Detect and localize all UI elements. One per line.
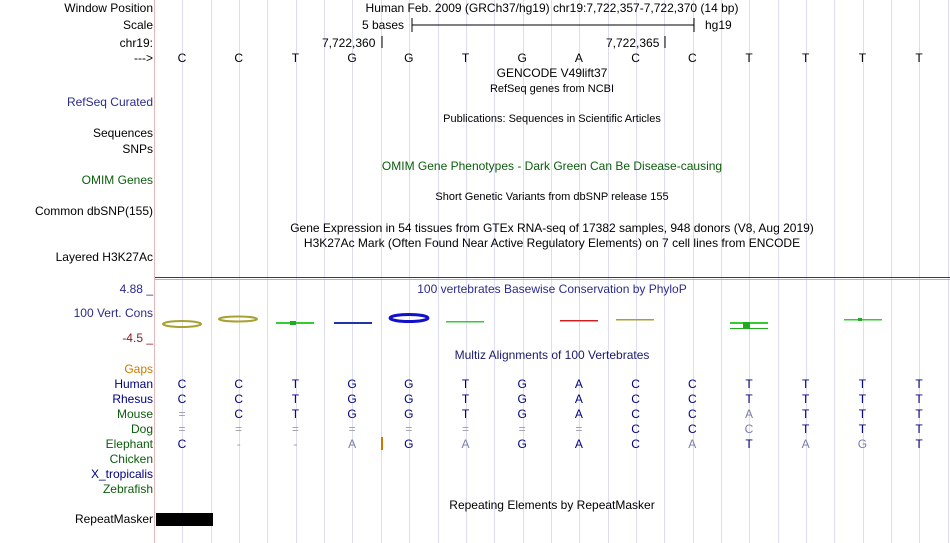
aligned-base: G xyxy=(404,392,414,406)
aligned-base: A xyxy=(574,377,583,391)
aligned-base: C xyxy=(234,377,244,391)
aligned-base: G xyxy=(517,392,527,406)
coord-left: 7,722,360 xyxy=(322,36,376,50)
aligned-base: A xyxy=(688,437,697,451)
reference-base: C xyxy=(631,51,640,65)
scale-label: Scale xyxy=(122,18,153,32)
aligned-base: T xyxy=(915,392,923,406)
species-label-gaps[interactable]: Gaps xyxy=(124,362,153,376)
snps-label[interactable]: SNPs xyxy=(122,142,153,156)
multiz-track-title[interactable]: Multiz Alignments of 100 Vertebrates xyxy=(454,348,650,362)
aligned-base: T xyxy=(802,392,810,406)
aligned-base: T xyxy=(915,377,923,391)
aligned-base: A xyxy=(348,437,357,451)
aligned-base: C xyxy=(234,407,244,421)
aligned-base: C xyxy=(631,437,640,451)
aligned-base: A xyxy=(574,437,583,451)
aligned-base: C xyxy=(631,392,640,406)
aligned-base: G xyxy=(347,377,357,391)
refseq-subtitle: RefSeq genes from NCBI xyxy=(489,83,615,95)
reference-base: T xyxy=(745,51,753,65)
species-label-mouse[interactable]: Mouse xyxy=(116,407,153,421)
aligned-base: C xyxy=(234,392,244,406)
aligned-base: G xyxy=(347,392,357,406)
aligned-base: T xyxy=(802,377,810,391)
aligned-base: T xyxy=(291,407,300,421)
aligned-base: T xyxy=(291,377,300,391)
aligned-base: T xyxy=(291,392,300,406)
conservation-track-title[interactable]: 100 vertebrates Basewise Conservation by PhyloP xyxy=(417,282,687,296)
reference-base: C xyxy=(687,51,697,65)
species-label-dog[interactable]: Dog xyxy=(130,422,153,436)
aligned-base: T xyxy=(461,407,470,421)
repeatmasker-label[interactable]: RepeatMasker xyxy=(74,512,153,526)
aligned-base: C xyxy=(631,422,640,436)
aligned-base: C xyxy=(687,377,697,391)
aligned-base: G xyxy=(517,407,527,421)
aligned-base: T xyxy=(915,437,923,451)
aligned-base: T xyxy=(461,377,470,391)
aligned-base: - xyxy=(236,437,241,451)
aligned-base: G xyxy=(517,377,527,391)
aligned-base: A xyxy=(574,392,583,406)
sequences-label[interactable]: Sequences xyxy=(92,126,153,140)
aligned-base: C xyxy=(177,437,187,451)
species-label-zebrafish[interactable]: Zebrafish xyxy=(102,482,153,496)
vert-cons-label[interactable]: 100 Vert. Cons xyxy=(73,306,153,320)
coord-right: 7,722,365 xyxy=(606,36,660,50)
reference-base: C xyxy=(177,51,187,65)
aligned-base: T xyxy=(461,392,470,406)
aligned-base: T xyxy=(802,422,810,436)
aligned-base: = xyxy=(405,422,413,436)
reference-base: G xyxy=(404,51,414,65)
reference-base: A xyxy=(574,51,583,65)
refseq-curated-label[interactable]: RefSeq Curated xyxy=(66,95,153,109)
aligned-base: - xyxy=(293,437,298,451)
aligned-base: T xyxy=(858,377,867,391)
h3k27ac-track-title[interactable]: H3K27Ac Mark (Often Found Near Active Regulatory Elements) on 7 cell lines from ENCODE xyxy=(303,236,801,250)
aligned-base: A xyxy=(574,407,583,421)
aligned-base: T xyxy=(745,392,753,406)
aligned-base: T xyxy=(858,422,867,436)
aligned-base: T xyxy=(802,407,810,421)
species-label-chicken[interactable]: Chicken xyxy=(109,452,153,466)
aligned-base: T xyxy=(745,377,753,391)
aligned-base: = xyxy=(178,407,186,421)
reference-base: T xyxy=(915,51,923,65)
aligned-base: A xyxy=(744,407,753,421)
aligned-base: A xyxy=(801,437,810,451)
aligned-base: C xyxy=(687,407,697,421)
scale-bases-text: 5 bases xyxy=(362,18,405,32)
common-dbsnp-label[interactable]: Common dbSNP(155) xyxy=(34,204,153,218)
reference-base: T xyxy=(461,51,470,65)
aligned-base: = xyxy=(518,422,526,436)
aligned-base: T xyxy=(858,392,867,406)
gtex-track-title[interactable]: Gene Expression in 54 tissues from GTEx RNA-seq of 17382 samples, 948 donors (V8, Aug 2019) xyxy=(290,221,814,235)
aligned-base: T xyxy=(858,407,867,421)
conservation-max-label: 4.88 _ xyxy=(119,282,153,296)
aligned-base: = xyxy=(291,422,299,436)
aligned-base: C xyxy=(177,377,187,391)
reference-base: G xyxy=(347,51,357,65)
dbsnp-track-title[interactable]: Short Genetic Variants from dbSNP release 155 xyxy=(435,191,669,203)
reference-base: T xyxy=(802,51,810,65)
scale-db-text: hg19 xyxy=(705,18,732,32)
reference-base: T xyxy=(858,51,867,65)
strand-label: ---> xyxy=(134,51,153,65)
repeatmasker-track-title[interactable]: Repeating Elements by RepeatMasker xyxy=(449,498,655,512)
aligned-base: = xyxy=(178,422,186,436)
aligned-base: T xyxy=(745,437,753,451)
aligned-base: G xyxy=(404,437,414,451)
species-label-elephant[interactable]: Elephant xyxy=(105,437,153,451)
aligned-base: G xyxy=(347,407,357,421)
omim-track-title[interactable]: OMIM Gene Phenotypes - Dark Green Can Be Disease-causing xyxy=(381,159,723,173)
reference-base: C xyxy=(234,51,244,65)
aligned-base: T xyxy=(915,422,923,436)
species-label-x_tropicalis[interactable]: X_tropicalis xyxy=(90,467,153,481)
aligned-base: C xyxy=(687,392,697,406)
publications-track-title[interactable]: Publications: Sequences in Scientific Articles xyxy=(443,113,661,125)
aligned-base: C xyxy=(687,422,697,436)
aligned-base: = xyxy=(235,422,243,436)
aligned-base: C xyxy=(631,407,640,421)
aligned-base: G xyxy=(517,437,527,451)
aligned-base: G xyxy=(404,407,414,421)
reference-base: G xyxy=(517,51,527,65)
aligned-base: C xyxy=(177,392,187,406)
aligned-base: = xyxy=(575,422,583,436)
reference-base: T xyxy=(291,51,300,65)
aligned-base: = xyxy=(461,422,469,436)
chrom-label: chr19: xyxy=(119,36,153,50)
species-label-human[interactable]: Human xyxy=(114,377,153,391)
window-position-label: Window Position xyxy=(64,1,153,15)
aligned-base: G xyxy=(404,377,414,391)
aligned-base: G xyxy=(857,437,868,451)
layered-h3k27ac-label[interactable]: Layered H3K27Ac xyxy=(55,250,153,264)
omim-genes-label[interactable]: OMIM Genes xyxy=(81,173,153,187)
window-position-value: Human Feb. 2009 (GRCh37/hg19) chr19:7,722,357-7,722,370 (14 bp) xyxy=(365,1,739,15)
species-label-rhesus[interactable]: Rhesus xyxy=(112,392,153,406)
aligned-base: T xyxy=(915,407,923,421)
conservation-min-label: -4.5 _ xyxy=(122,331,153,345)
gencode-track-title[interactable]: GENCODE V49lift37 xyxy=(496,66,608,80)
aligned-base: = xyxy=(348,422,356,436)
aligned-base: C xyxy=(631,377,640,391)
aligned-base: C xyxy=(744,422,754,436)
aligned-base: A xyxy=(461,437,470,451)
